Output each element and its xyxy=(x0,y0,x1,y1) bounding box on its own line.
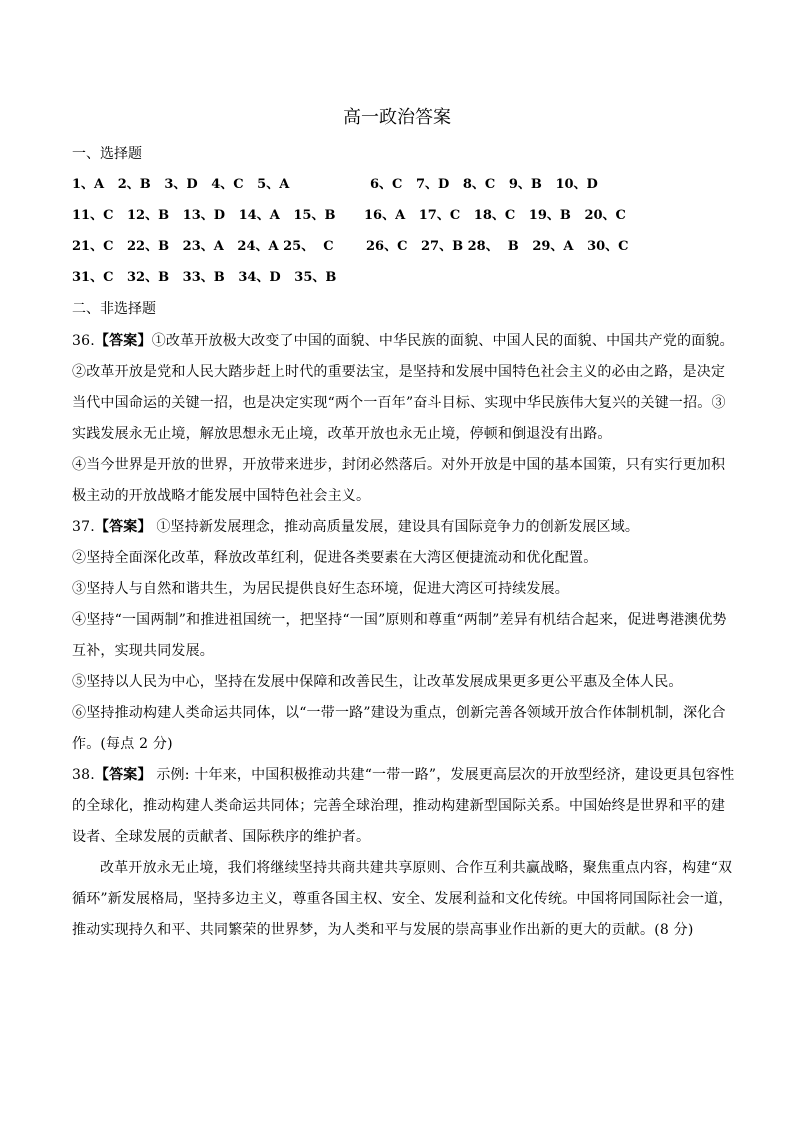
mc-answers-right: 16、A 17、C 18、C 19、B 20、C xyxy=(364,208,626,223)
page-title: 高一政治答案 xyxy=(343,107,451,128)
answer-37-paragraph: ④坚持“一国两制”和推进祖国统一，把坚持“一国”原则和尊重“两制”差异有机结合起来，促进粤港澳优势互补，实现共同发展。 xyxy=(72,612,727,659)
mc-answer-row xyxy=(72,237,732,257)
answer-38 xyxy=(72,760,738,946)
answer-text: ①改革开放极大改变了中国的面貌、中华民族的面貌、中国人民的面貌、中国共产党的面貌。②改革开放是党和人民大踏步赶上时代的重要法宝，是坚持和发展中国特色社会主义的必由之路，是决定当代中国命运的关键一招，也是决定实现“两个一百年”奋斗目标、实现中华民族伟大复兴的关键一招。③实践发展永无止境，解放思想永无止境，改革开放也永无止境，停顿和倒退没有出路。 xyxy=(72,333,734,442)
section-heading-multiple-choice: 一、选择题 xyxy=(72,146,142,162)
answer-37-paragraph: ⑥坚持推动构建人类命运共同体，以“一带一路”建设为重点，创新完善各领域开放合作体制机制，深化合作。(每点 2 分) xyxy=(72,705,726,752)
mc-answer-row xyxy=(72,206,732,226)
answer-38-paragraph xyxy=(72,760,738,853)
answer-text: ①坚持新发展理念，推动高质量发展，建设具有国际竞争力的创新发展区域。 xyxy=(151,519,640,535)
mc-answer-row xyxy=(72,175,732,195)
answer-text: 示例: 十年来，中国积极推动共建“一带一路”，发展更高层次的开放型经济，建设更具包容性的全球化，推动构建人类命运共同体；完善全球治理，推动构建新型国际关系。中国始终是世界和平的建设者、全球发展的贡献者、国际秩序的维护者。 xyxy=(72,767,735,845)
mc-answers-left: 21、C 22、B 23、A 24、A 25、 C xyxy=(72,239,334,254)
mc-answers-left: 1、A 2、B 3、D 4、C 5、A xyxy=(72,177,290,192)
mc-answers-left: 31、C 32、B 33、B 34、D 35、B xyxy=(72,270,337,285)
answer-37-paragraph: ⑤坚持以人民为中心，坚持在发展中保障和改善民生，让改革发展成果更多更公平惠及全体人民。 xyxy=(72,674,683,690)
answer-37-paragraph: ②坚持全面深化改革，释放改革红利，促进各类要素在大湾区便捷流动和优化配置。 xyxy=(72,550,598,566)
answer-37-paragraph xyxy=(72,512,738,543)
mc-answers-right: 26、C 27、B 28、 B 29、A 30、C xyxy=(366,239,629,254)
question-number: 36. xyxy=(72,333,95,349)
question-number: 37. xyxy=(72,519,95,535)
answer-36-paragraph xyxy=(72,326,738,450)
section-heading-non-choice: 二、非选择题 xyxy=(72,301,156,317)
answer-36-paragraph: ④当今世界是开放的世界，开放带来进步，封闭必然落后。对外开放是中国的基本国策，只有实行更加积极主动的开放战略才能发展中国特色社会主义。 xyxy=(72,457,726,504)
answer-37-paragraph: ③坚持人与自然和谐共生，为居民提供良好生态环境，促进大湾区可持续发展。 xyxy=(72,581,569,597)
answer-38-paragraph: 改革开放永无止境，我们将继续坚持共商共建共享原则、合作互利共赢战略，聚焦重点内容，构建“双循环”新发展格局，坚持多边主义，尊重各国主权、安全、发展利益和文化传统。中国将同国际社会一道，推动实现持久和平、共同繁荣的世界梦，为人类和平与发展的崇高事业作出新的更大的贡献。(8 分) xyxy=(72,860,733,938)
question-number: 38. xyxy=(72,767,95,783)
answer-tag: 【答案】 xyxy=(94,519,152,535)
mc-answers-left: 11、C 12、B 13、D 14、A 15、B xyxy=(72,208,336,223)
answer-37 xyxy=(72,512,738,760)
answer-36 xyxy=(72,326,738,512)
answer-tag: 【答案】 xyxy=(94,333,152,349)
answer-tag: 【答案】 xyxy=(94,767,152,783)
mc-answers-right: 6、C 7、D 8、C 9、B 10、D xyxy=(370,177,598,192)
mc-answer-row xyxy=(72,268,732,288)
